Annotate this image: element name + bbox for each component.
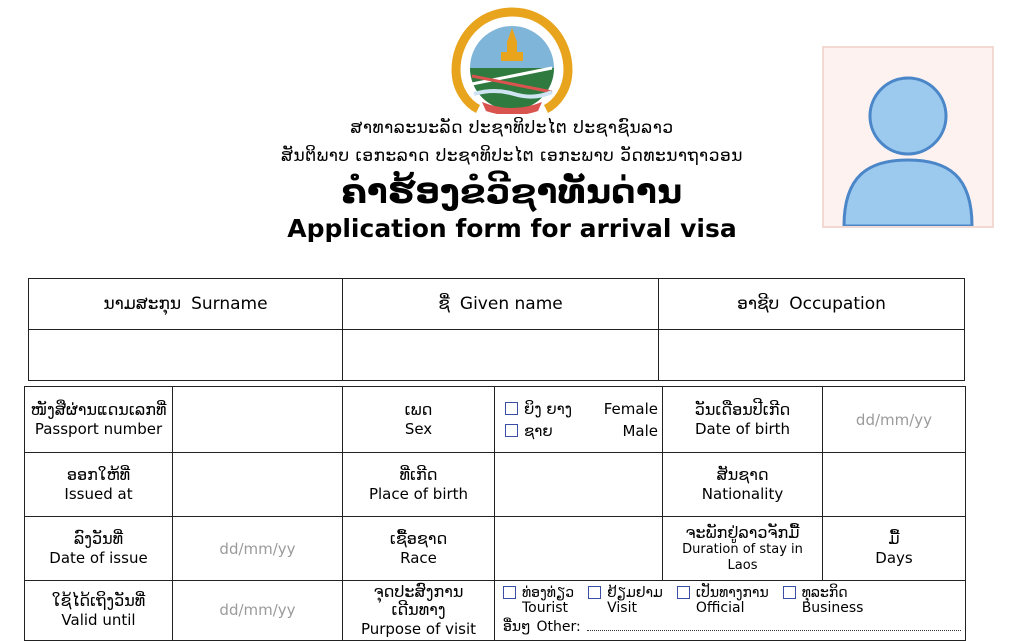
race-label-en: Race <box>400 548 437 567</box>
checkbox-male-icon[interactable] <box>505 424 518 437</box>
given-name-input[interactable] <box>343 330 659 381</box>
date-of-issue-label <box>25 517 173 581</box>
occupation-header <box>659 279 965 330</box>
sex-options[interactable] <box>495 387 663 453</box>
purpose-visit-label-lao: ຢ້ຽມຢາມ <box>607 585 663 601</box>
applicant-photo-placeholder[interactable] <box>822 46 994 228</box>
purpose-official-label-en: Official <box>695 600 745 617</box>
given-name-header <box>343 279 659 330</box>
purpose-tourist-label-en: Tourist <box>522 600 569 617</box>
issued-at-label <box>25 453 173 517</box>
race-label-lao: ເຊື້ອຊາດ <box>389 529 448 549</box>
given-name-label-en: Given name <box>459 294 563 314</box>
passport-number-label-en: Passport number <box>34 419 163 438</box>
duration-of-stay-label-en: Duration of stay in Laos <box>682 542 803 573</box>
occupation-label-en: Occupation <box>789 294 886 314</box>
purpose-visit-label-en: Visit <box>607 600 637 617</box>
valid-until-label <box>25 581 173 641</box>
days-label-lao: ມື້ <box>888 529 900 549</box>
place-of-birth-label-lao: ທີ່ເກີດ <box>399 465 438 485</box>
form-title-en: Application form for arrival visa <box>287 214 737 243</box>
valid-until-label-lao: ໃຊ້ໄດ້ເຖິງວັນທີ່ <box>51 591 146 611</box>
surname-header <box>29 279 343 330</box>
days-field[interactable] <box>823 517 966 581</box>
issued-at-label-lao: ອອກໃຫ້ທີ່ <box>66 465 131 485</box>
checkbox-tourist-icon[interactable] <box>503 586 516 599</box>
purpose-business-label-lao: ທຸລະກິດ <box>801 585 848 601</box>
purpose-label-lao: ຈຸດປະສົງການເດີນທາງ <box>373 582 464 620</box>
date-of-issue-label-en: Date of issue <box>49 548 148 567</box>
nationality-label <box>663 453 823 517</box>
purpose-tourist-label-lao: ທ່ອງທ່ຽວ <box>522 585 575 601</box>
name-occupation-table <box>28 278 965 381</box>
sex-label <box>343 387 495 453</box>
purpose-other-label-lao: ອື່ນໆ <box>503 618 531 635</box>
race-input[interactable] <box>495 517 663 581</box>
valid-until-label-en: Valid until <box>61 610 136 629</box>
place-of-birth-label <box>343 453 495 517</box>
nationality-label-lao: ສັນຊາດ <box>716 465 769 485</box>
surname-input[interactable] <box>29 330 343 381</box>
date-of-birth-label <box>663 387 823 453</box>
purpose-other-label-en: Other: <box>536 618 581 635</box>
checkbox-official-icon[interactable] <box>677 586 690 599</box>
place-of-birth-input[interactable] <box>495 453 663 517</box>
occupation-input[interactable] <box>659 330 965 381</box>
date-of-issue-input[interactable] <box>173 517 343 581</box>
sex-option-female[interactable] <box>499 398 658 420</box>
days-label-en: Days <box>875 548 913 567</box>
passport-number-label-lao: ໜັງສືຜ່ານແດນເລກທີ່ <box>30 400 167 420</box>
given-name-label-lao: ຊື່ <box>438 294 450 314</box>
surname-label-en: Surname <box>191 294 268 314</box>
purpose-option-official[interactable] <box>677 586 769 617</box>
date-of-birth-label-lao: ວັນເດືອນປີເກີດ <box>694 400 791 420</box>
sex-option-male[interactable] <box>499 420 658 442</box>
date-of-issue-label-lao: ລົງວັນທີ່ <box>73 529 124 549</box>
country-name-lao: ສາທາລະນະລັດ ປະຊາທິປະໄຕ ປະຊາຊົນລາວ <box>350 118 674 138</box>
sex-label-en: Sex <box>404 419 433 438</box>
sex-female-label-lao: ຍິງ ຍາງ <box>524 399 572 418</box>
checkbox-female-icon[interactable] <box>505 402 518 415</box>
issued-at-label-en: Issued at <box>64 484 133 503</box>
passport-number-input[interactable] <box>173 387 343 453</box>
purpose-of-visit-options[interactable] <box>495 581 966 641</box>
purpose-option-business[interactable] <box>783 586 864 617</box>
sex-male-label-lao: ຊາຍ <box>524 421 553 440</box>
purpose-option-visit[interactable] <box>588 586 663 617</box>
race-label <box>343 517 495 581</box>
sex-female-label-en: Female <box>603 399 658 418</box>
nationality-label-en: Nationality <box>701 484 784 503</box>
purpose-business-label-en: Business <box>801 600 864 617</box>
occupation-label-lao: ອາຊີບ <box>737 294 780 314</box>
date-of-birth-input[interactable] <box>823 387 966 453</box>
sex-male-label-en: Male <box>622 421 658 440</box>
checkbox-visit-icon[interactable] <box>588 586 601 599</box>
purpose-official-label-lao: ເປັນທາງການ <box>695 585 769 601</box>
passport-number-label <box>25 387 173 453</box>
purpose-other-input[interactable] <box>587 618 961 631</box>
nationality-input[interactable] <box>823 453 966 517</box>
purpose-option-other[interactable] <box>499 618 961 635</box>
valid-until-hint: dd/mm/yy <box>219 601 296 620</box>
valid-until-input[interactable] <box>173 581 343 641</box>
purpose-checkbox-row[interactable] <box>499 586 961 617</box>
duration-of-stay-label-lao: ຈະພັກຢູ່ລາວຈັກມື້ <box>685 522 800 542</box>
place-of-birth-label-en: Place of birth <box>368 484 469 503</box>
form-title-lao: ຄຳຮ້ອງຂໍວີຊາທັນດ່ານ <box>341 172 683 212</box>
date-of-birth-label-en: Date of birth <box>694 419 791 438</box>
purpose-option-tourist[interactable] <box>503 586 574 617</box>
national-motto-lao: ສັນຕິພາບ ເອກະລາດ ປະຊາທິປະໄຕ ເອກະພາບ ວັດທະນາຖາວອນ <box>281 146 743 166</box>
duration-of-stay-label <box>663 517 823 581</box>
date-of-birth-hint: dd/mm/yy <box>855 410 933 429</box>
purpose-label-en: Purpose of visit <box>360 619 477 638</box>
purpose-of-visit-label <box>343 581 495 641</box>
lao-national-emblem-icon <box>448 6 576 114</box>
date-of-issue-hint: dd/mm/yy <box>219 539 296 558</box>
sex-label-lao: ເພດ <box>404 400 433 420</box>
checkbox-business-icon[interactable] <box>783 586 796 599</box>
surname-label-lao: ນາມສະກຸນ <box>103 294 182 314</box>
issued-at-input[interactable] <box>173 453 343 517</box>
passport-personal-details-table <box>24 386 966 641</box>
